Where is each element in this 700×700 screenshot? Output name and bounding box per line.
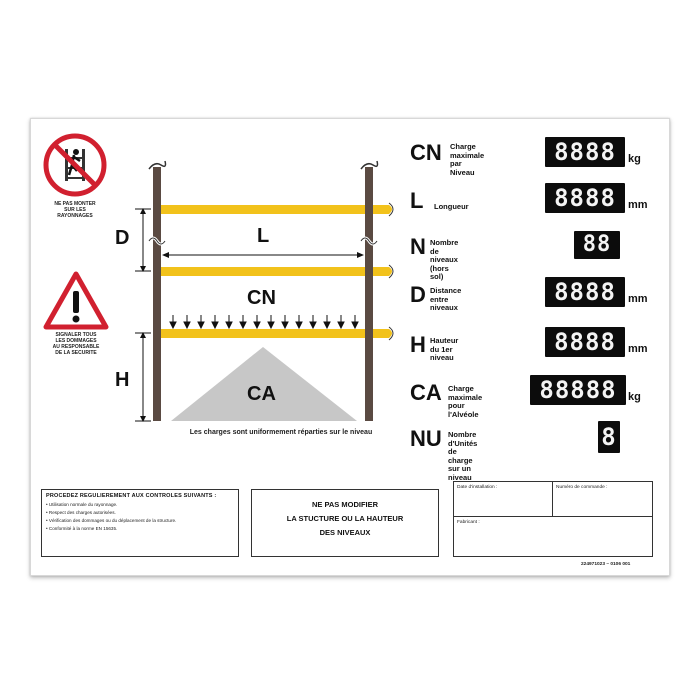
list-item: • Conformité à la norme EN 15635.: [46, 525, 234, 533]
unit-label: mm: [628, 199, 648, 211]
digit-display: 8888: [545, 137, 625, 167]
notice-line: LA STUCTURE OU LA HAUTEUR: [286, 514, 404, 523]
left-upright: [153, 167, 161, 421]
unit-label: mm: [628, 293, 648, 305]
spec-code: NU: [410, 426, 442, 451]
distributed-load-arrows: [170, 315, 358, 328]
no-climbing-caption: NE PAS MONTER SUR LES RAYONNAGES: [54, 201, 96, 219]
checks-panel: [41, 489, 239, 557]
unit-label: mm: [628, 343, 648, 355]
spec-description: Nombre d'Unités de charge sur un niveau: [448, 430, 478, 482]
do-not-modify-panel: [251, 489, 439, 557]
dimension-label-cn: CN: [247, 287, 276, 309]
digit-display: 8888: [545, 183, 625, 213]
spec-code: H: [410, 332, 426, 357]
spec-description: Charge maximale pour l'Alvéole: [448, 384, 483, 419]
list-item: • Utilisation normale du rayonnage.: [46, 501, 234, 509]
spec-code: CN: [410, 140, 442, 165]
list-item: • Respect des charges autorisées.: [46, 509, 234, 517]
spec-code: N: [410, 234, 426, 259]
digit-display: 8888: [545, 327, 625, 357]
spec-description: Distance entre niveaux: [430, 286, 462, 312]
install-date-field[interactable]: Date d'installation :: [457, 485, 498, 490]
spec-description: Charge maximale par Niveau: [450, 142, 485, 177]
checks-title: PROCEDEZ REGULIEREMENT AUX CONTROLES SUIVANTS :: [46, 493, 217, 499]
beam-bottom: [161, 329, 365, 338]
spec-description: Longueur: [434, 202, 469, 211]
right-upright: [365, 167, 373, 421]
spec-code: D: [410, 282, 426, 307]
order-number-field[interactable]: Numéro de commande :: [556, 485, 608, 490]
unit-label: kg: [628, 153, 641, 165]
spec-description: Nombre de niveaux (hors sol): [430, 238, 459, 281]
digit-display: 88: [574, 231, 620, 259]
spec-code: CA: [410, 380, 442, 405]
rack-caption: Les charges sont uniformement réparties sur le niveau: [189, 429, 373, 436]
do-not-modify-text: [252, 490, 438, 540]
rack-diagram: [31, 119, 431, 429]
manufacturer-field[interactable]: Fabricant :: [457, 520, 480, 525]
unit-label: kg: [628, 391, 641, 403]
beam-middle: [161, 267, 365, 276]
dimension-label-d: D: [115, 227, 130, 249]
dimension-label-h: H: [115, 369, 130, 391]
rack-load-sign: [30, 118, 670, 576]
spec-description: Hauteur du 1er niveau: [430, 336, 459, 362]
report-damage-caption: SIGNALER TOUS LES DOMMAGES AU RESPONSABLE DE LA SECURITE: [52, 332, 100, 356]
spec-code: L: [410, 188, 424, 213]
list-item: • Vérification des dommages ou du déplacement de la structure.: [46, 517, 234, 525]
digit-display: 8888: [545, 277, 625, 307]
beam-top: [161, 205, 365, 214]
reference-code: 224971023 – 0106 001: [581, 562, 631, 567]
installation-form: [453, 481, 653, 557]
digit-display: 88888: [530, 375, 626, 405]
dimension-label-ca: CA: [247, 383, 276, 405]
dimension-label-l: L: [257, 225, 270, 247]
checks-list: [42, 501, 238, 533]
digit-display: 8: [598, 421, 620, 453]
notice-line: NE PAS MODIFIER: [311, 500, 379, 509]
notice-line: DES NIVEAUX: [319, 528, 371, 537]
